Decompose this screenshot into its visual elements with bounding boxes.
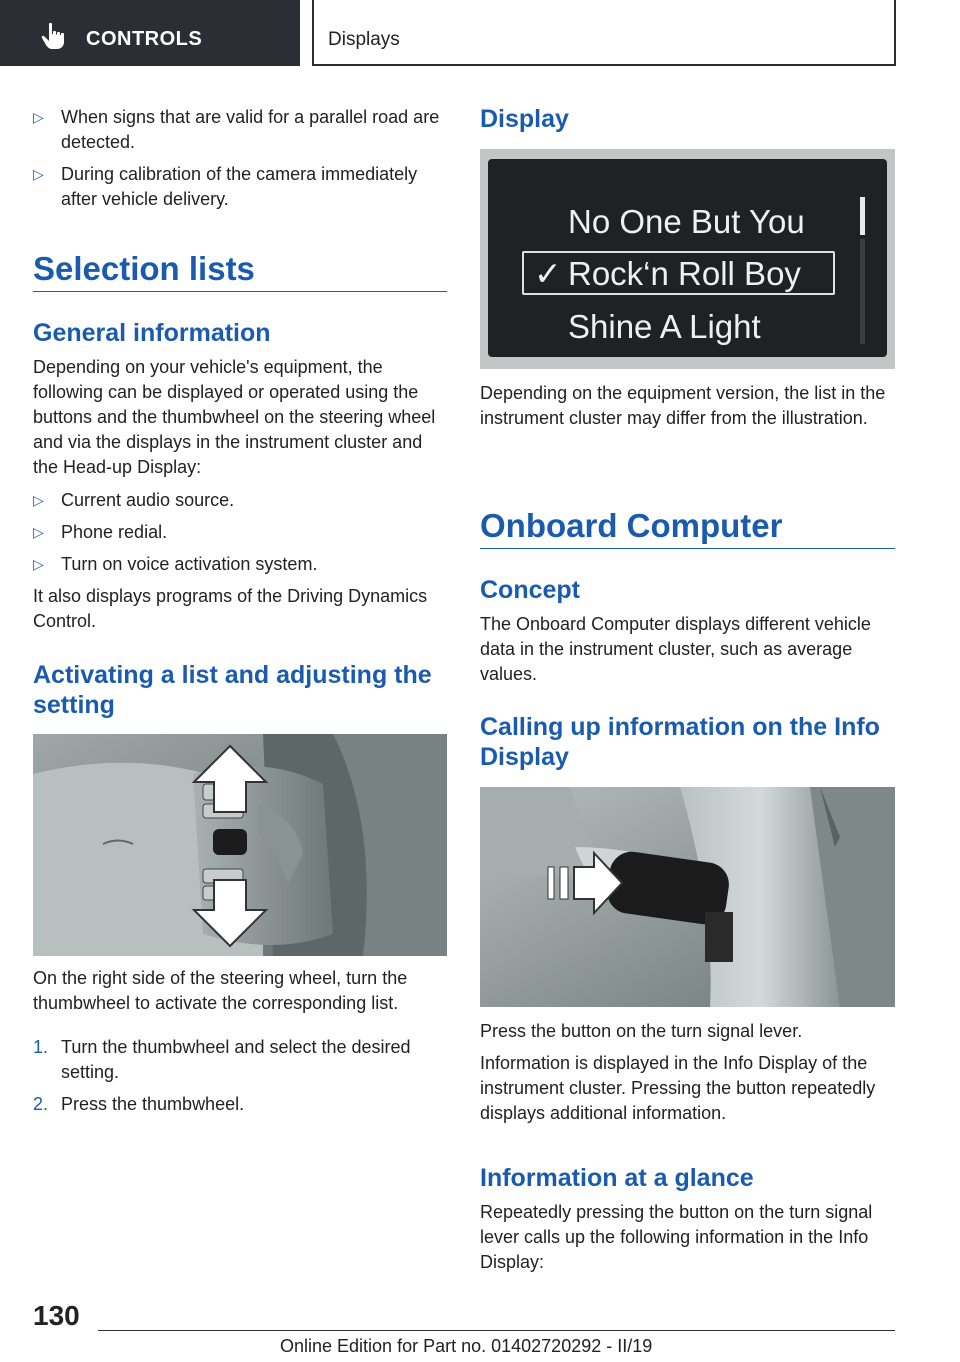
glance-heading: Information at a glance	[480, 1164, 754, 1192]
selection-lists-heading: Selection lists	[33, 250, 255, 287]
triangle-bullet-icon: ▷	[33, 492, 44, 508]
triangle-bullet-icon: ▷	[33, 166, 44, 182]
driving-dynamics-text: It also displays programs of the Driving Dynamics Control.	[33, 586, 428, 631]
list-item: ▷ Phone redial.	[33, 520, 447, 545]
turn-signal-lever-illustration	[480, 787, 895, 1007]
general-info-text: Depending on your vehicle's equipment, the following can be displayed or operated using the buttons and the thumbwheel on the steering wheel and via the displays in the instrument cluster and the Head-up Display:	[33, 357, 436, 477]
page-number: 130	[33, 1300, 80, 1331]
heading-rule	[480, 548, 895, 549]
chapter-label: Displays	[328, 29, 400, 50]
section-label: CONTROLS	[86, 28, 203, 50]
footer-rule	[98, 1330, 895, 1331]
list-item: ▷ During calibration of the camera immediately after vehicle delivery.	[33, 164, 418, 209]
hand-pointer-icon	[40, 22, 66, 50]
display-screen	[488, 159, 887, 357]
display-list-item: No One But You	[568, 203, 805, 240]
list-item: ▷ Current audio source.	[33, 488, 447, 513]
display-illustration	[480, 149, 895, 369]
activating-heading: Activating a list and adjusting the setting	[33, 661, 432, 719]
list-item: 1. Turn the thumbwheel and select the desired setting.	[33, 1037, 411, 1082]
triangle-bullet-icon: ▷	[33, 524, 44, 540]
display-selected-item: ✓ Rock‘n Roll Boy	[522, 251, 835, 295]
section-tab	[0, 0, 300, 66]
scrollbar-indicator	[860, 197, 865, 235]
onboard-computer-heading: Onboard Computer	[480, 507, 783, 544]
concept-heading: Concept	[480, 576, 580, 604]
press-button-text: Press the button on the turn signal lever.	[480, 1021, 803, 1041]
heading-rule	[33, 291, 447, 292]
triangle-bullet-icon: ▷	[33, 109, 44, 125]
info-display-text: Information is displayed in the Info Display of the instrument cluster. Pressing the button repeatedly displays additional information.	[480, 1053, 876, 1123]
list-item: ▷ Turn on voice activation system.	[33, 552, 447, 577]
concept-text: The Onboard Computer displays different vehicle data in the instrument cluster, such as average values.	[480, 614, 871, 684]
thumbwheel-text: On the right side of the steering wheel, turn the thumbwheel to activate the corresponding list.	[33, 968, 408, 1013]
steering-wheel-thumbwheel-illustration	[33, 734, 447, 956]
list-item: ▷ When signs that are valid for a parallel road are detected.	[33, 107, 440, 152]
calling-info-heading: Calling up information on the Info Display	[480, 713, 880, 771]
glance-text: Repeatedly pressing the button on the turn signal lever calls up the following information in the Info Display:	[480, 1202, 873, 1272]
chapter-box	[312, 0, 896, 66]
list-item: 2. Press the thumbwheel.	[33, 1094, 245, 1114]
check-icon: ✓	[534, 255, 562, 292]
scrollbar-track	[860, 239, 865, 344]
edition-text: Online Edition for Part no. 01402720292 - II/19	[280, 1336, 653, 1356]
display-note: Depending on the equipment version, the list in the instrument cluster may differ from the illustration.	[480, 383, 886, 428]
general-info-heading: General information	[33, 319, 271, 347]
display-list-item: Shine A Light	[568, 308, 761, 345]
triangle-bullet-icon: ▷	[33, 556, 44, 572]
display-heading: Display	[480, 105, 569, 133]
